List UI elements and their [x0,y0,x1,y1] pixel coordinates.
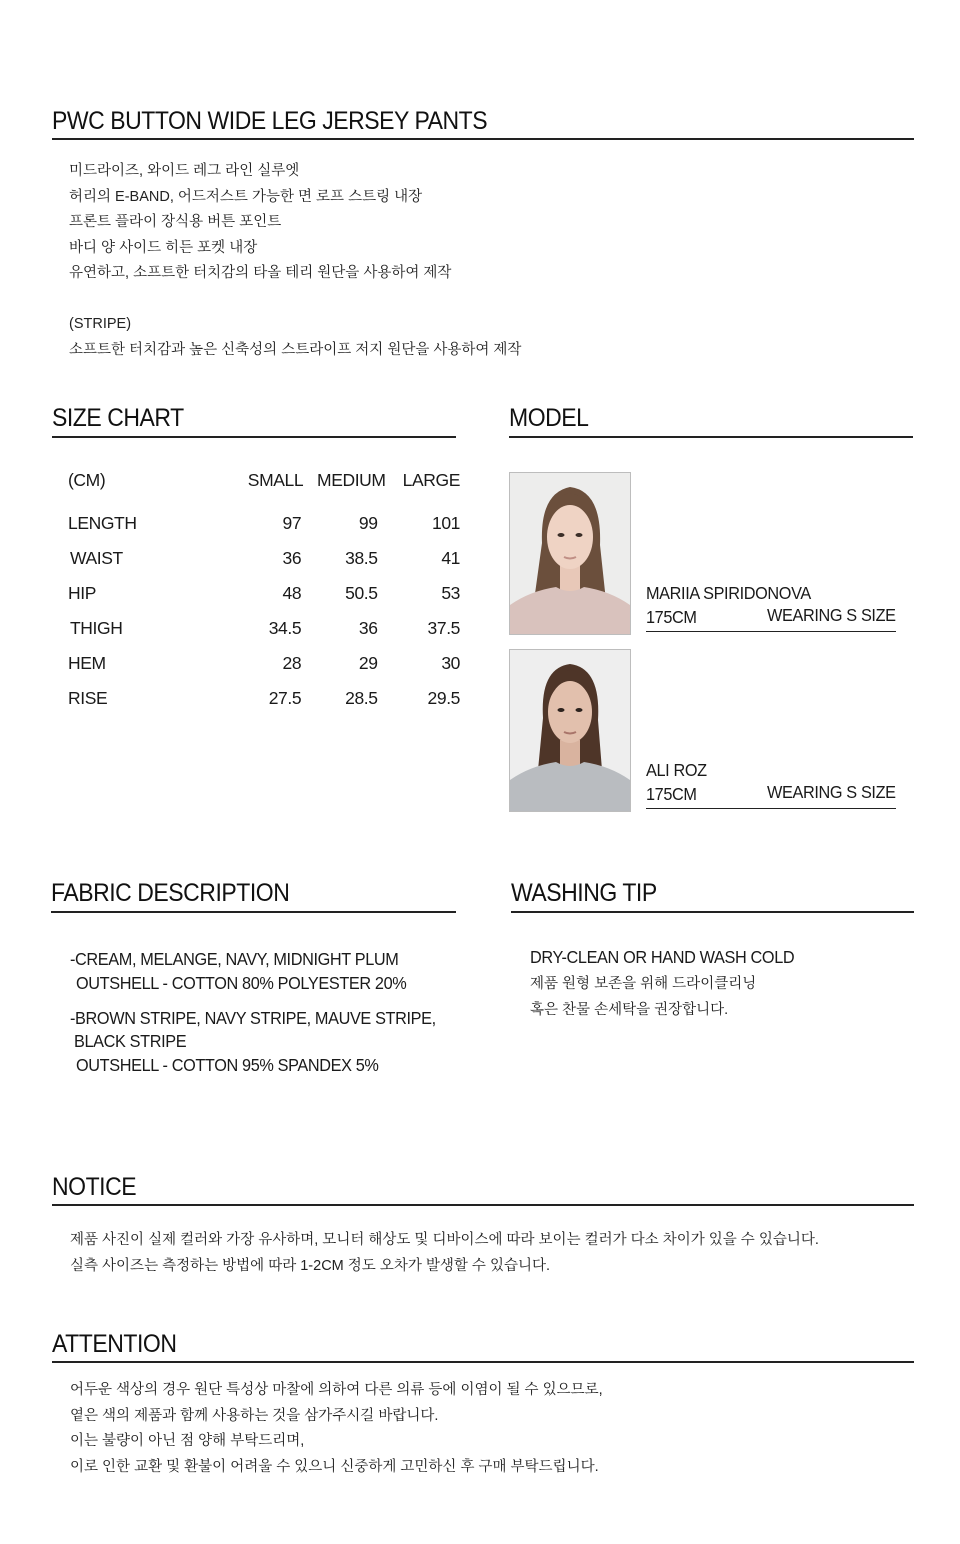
description-line: 유연하고, 소프트한 터치감의 타올 테리 원단을 사용하여 제작 [69,265,452,281]
washing-instruction: DRY-CLEAN OR HAND WASH COLD [530,947,795,967]
attention-line: 어두운 색상의 경우 원단 특성상 마찰에 의하여 다른 의류 등에 이염이 될 수 있으므로, [70,1382,603,1398]
product-description [69,159,451,287]
model-1-divider [646,631,896,632]
measure-label: HIP [68,583,96,603]
model-name: MARIIA SPIRIDONOVA [646,583,811,603]
measure-value: 30 [441,653,460,673]
fabric-composition: OUTSHELL - COTTON 80% POLYESTER 20% [76,973,407,993]
washing-note-line: 제품 원형 보존을 위해 드라이클리닝 [530,976,757,992]
table-row [68,646,460,681]
model-divider [509,436,913,438]
fabric-composition: OUTSHELL - COTTON 95% SPANDEX 5% [76,1055,379,1075]
measure-value: 50.5 [345,583,378,603]
measure-label: LENGTH [68,513,137,533]
washing-notes [530,972,756,1023]
description-line: 미드라이즈, 와이드 레그 라인 실루엣 [69,163,300,179]
measure-value: 37.5 [427,618,460,638]
measure-value: 36 [358,618,378,638]
model-heading: MODEL [509,404,589,432]
fabric-divider [51,911,456,913]
fabric-heading: FABRIC DESCRIPTION [51,879,290,907]
notice-heading: NOTICE [52,1173,137,1201]
size-chart-header-row [68,468,460,506]
measure-value: 53 [441,583,460,603]
attention-line: 옅은 색의 제품과 함께 사용하는 것을 삼가주시길 바랍니다. [70,1407,439,1424]
measure-value: 28.5 [345,688,378,708]
table-row [68,576,460,611]
description-line: 프론트 플라이 장식용 버튼 포인트 [69,214,282,230]
measure-value: 48 [282,583,302,603]
measure-value: 36 [282,548,302,568]
size-column-small: SMALL [247,469,304,490]
table-row [68,506,460,541]
measure-value: 29.5 [427,688,460,708]
model-wearing-size: WEARING S SIZE [767,605,896,625]
washing-heading: WASHING TIP [511,879,657,907]
model-height: 175CM [646,784,697,804]
model-photo-2 [509,649,631,812]
description-line: 허리의 E-BAND, 어드저스트 가능한 면 로프 스트링 내장 [69,188,423,205]
attention-heading: ATTENTION [52,1330,177,1358]
model-height: 175CM [646,607,697,627]
attention-line: 이는 불량이 아닌 점 양해 부탁드리며, [70,1433,305,1449]
measure-value: 29 [358,653,378,673]
size-column-large: LARGE [402,469,460,490]
measure-label: HEM [68,653,106,673]
notice-line: 제품 사진이 실제 컬러와 가장 유사하며, 모니터 해상도 및 디바이스에 따라 보이는 컬러가 다소 차이가 있을 수 있습니다. [70,1232,819,1248]
notice-text [70,1228,819,1279]
measure-label: WAIST [70,548,123,568]
table-row [68,541,460,576]
measure-value: 41 [441,548,460,568]
fabric-colors-continued: BLACK STRIPE [74,1031,187,1051]
washing-divider [511,911,914,913]
notice-line: 실측 사이즈는 측정하는 방법에 따라 1-2CM 정도 오차가 발생할 수 있습니다. [70,1257,551,1274]
measure-value: 34.5 [268,618,302,638]
table-row [68,681,460,716]
size-chart-table [68,468,460,716]
stripe-description: 소프트한 터치감과 높은 신축성의 스트라이프 저지 원단을 사용하여 제작 [69,342,522,358]
attention-line: 이로 인한 교환 및 환불이 어려울 수 있으니 신중하게 고민하신 후 구매 부탁드립니다. [70,1458,599,1475]
model-2-divider [646,808,896,809]
measure-label: THIGH [70,618,123,638]
washing-note-line: 혹은 찬물 손세탁을 권장합니다. [530,1001,729,1018]
measure-label: RISE [68,688,108,708]
fabric-colors: -BROWN STRIPE, NAVY STRIPE, MAUVE STRIPE, [70,1008,436,1028]
size-chart-unit: (CM) [68,469,106,490]
description-line: 바디 양 사이드 히든 포켓 내장 [69,239,258,256]
notice-divider [52,1204,914,1206]
measure-value: 99 [358,513,378,533]
measure-value: 101 [432,513,460,533]
fabric-colors: -CREAM, MELANGE, NAVY, MIDNIGHT PLUM [70,949,399,969]
stripe-label: (STRIPE) [69,316,132,332]
attention-divider [52,1361,914,1363]
measure-value: 97 [282,513,302,533]
size-chart-heading: SIZE CHART [52,404,184,432]
measure-value: 38.5 [345,548,378,568]
measure-value: 28 [282,653,302,673]
table-row [68,611,460,646]
model-photo-1 [509,472,631,635]
page-title: PWC BUTTON WIDE LEG JERSEY PANTS [52,107,488,135]
size-column-medium: MEDIUM [317,469,386,490]
size-chart-divider [52,436,456,438]
measure-value: 27.5 [268,688,302,708]
attention-text [70,1378,603,1480]
title-divider [52,138,914,140]
model-name: ALI ROZ [646,760,707,780]
model-wearing-size: WEARING S SIZE [767,782,896,802]
